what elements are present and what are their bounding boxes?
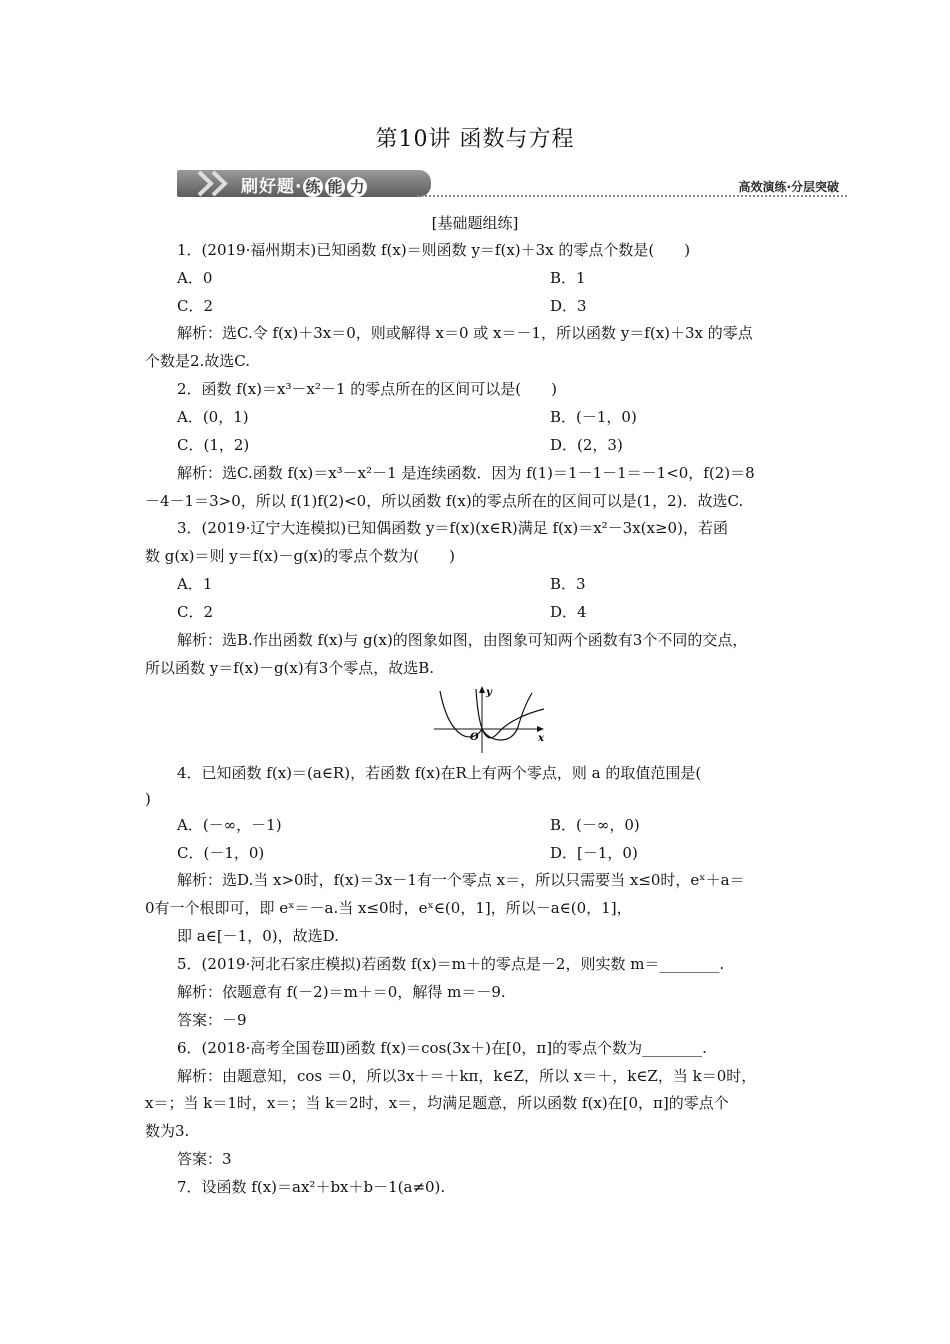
- q2-option-b: B．(－1，0): [550, 408, 637, 426]
- q5-answer: 答案：－9: [177, 1011, 247, 1029]
- curve-f: [440, 691, 532, 740]
- chevron-icon: [195, 170, 241, 197]
- q6-answer: 答案：3: [177, 1150, 232, 1168]
- circled-char-2: 能: [327, 178, 344, 196]
- circled-char-3: 力: [349, 178, 366, 196]
- q4-stem-2: ): [145, 790, 151, 808]
- function-graph: [432, 683, 548, 755]
- q5-stem: 5．(2019·河北石家庄模拟)若函数 f(x)＝m＋的零点是－2，则实数 m＝________.: [177, 955, 725, 973]
- q2-option-a: A．(0，1): [177, 408, 249, 426]
- q2-option-d: D．(2，3): [550, 436, 623, 454]
- q1-option-c: C．2: [177, 297, 214, 315]
- origin-label: O: [470, 732, 479, 743]
- banner-left-label: 刷好题·: [241, 177, 303, 197]
- q4-solution-2: 0有一个根即可，即 eˣ＝－a.当 x≤0时，eˣ∈(0，1]，所以－a∈(0，1]，: [145, 899, 632, 917]
- q2-option-c: C．(1，2): [177, 436, 250, 454]
- y-axis-label: y: [486, 687, 492, 698]
- q3-stem-1: 3．(2019·辽宁大连模拟)已知偶函数 y＝f(x)(x∈R)满足 f(x)＝x²－3x(x≥0)，若函: [177, 519, 728, 537]
- x-axis-label: x: [538, 733, 544, 744]
- q7-stem: 7．设函数 f(x)＝ax²＋bx＋b－1(a≠0).: [177, 1178, 446, 1196]
- q5-solution: 解析：依题意有 f(－2)＝m＋＝0，解得 m＝－9.: [177, 983, 506, 1001]
- q4-solution-1: 解析：选D.当 x>0时，f(x)＝3x－1有一个零点 x＝，所以只需要当 x≤0时，eˣ＋a＝: [177, 871, 745, 889]
- q3-solution-1: 解析：选B.作出函数 f(x)与 g(x)的图象如图，由图象可知两个函数有3个不同的交点，: [177, 631, 748, 649]
- q6-solution-3: 数为3.: [145, 1122, 190, 1140]
- q3-option-d: D．4: [550, 603, 587, 621]
- banner-divider: [417, 195, 847, 197]
- q6-solution-2: x＝；当 k＝1时，x＝；当 k＝2时，x＝，均满足题意，所以函数 f(x)在[0，π]的零点个: [145, 1094, 729, 1112]
- section-banner: [177, 170, 847, 200]
- q3-option-c: C．2: [177, 603, 214, 621]
- q3-stem-2: 数 g(x)＝则 y＝f(x)－g(x)的零点个数为( ): [145, 547, 455, 565]
- q1-stem: 1．(2019·福州期末)已知函数 f(x)＝则函数 y＝f(x)＋3x 的零点个数是( ): [177, 241, 691, 259]
- q1-solution-2: 个数是2.故选C.: [145, 352, 251, 370]
- q1-option-a: A．0: [177, 269, 213, 287]
- q1-solution-1: 解析：选C.令 f(x)＋3x＝0，则或解得 x＝0 或 x＝－1，所以函数 y＝f(x)＋3x 的零点: [177, 324, 753, 342]
- q4-option-b: B．(－∞，0): [550, 816, 640, 834]
- q3-solution-2: 所以函数 y＝f(x)－g(x)有3个零点，故选B.: [145, 659, 435, 677]
- y-axis-arrow-icon: [479, 686, 485, 693]
- q2-stem: 2．函数 f(x)＝x³－x²－1 的零点所在的区间可以是( ): [177, 380, 557, 398]
- banner-label: [241, 172, 368, 197]
- q1-option-b: B．1: [550, 269, 586, 287]
- q1-option-d: D．3: [550, 297, 587, 315]
- q3-option-b: B．3: [550, 575, 586, 593]
- page-title: 第10讲 函数与方程: [375, 127, 575, 152]
- q4-solution-3: 即 a∈[－1，0)，故选D.: [177, 927, 339, 945]
- section-heading: [基础题组练]: [431, 214, 519, 232]
- banner-right-label: 高效演练·分层突破: [738, 180, 839, 194]
- q6-solution-1: 解析：由题意知，cos ＝0，所以3x＋＝＋kπ，k∈Z，所以 x＝＋，k∈Z，当 k＝0时，: [177, 1067, 757, 1085]
- q2-solution-2: －4－1＝3>0，所以 f(1)f(2)<0，所以函数 f(x)的零点所在的区间可以是(1，2)．故选C.: [145, 492, 744, 510]
- circled-char-1: 练: [305, 178, 322, 196]
- q4-option-a: A．(－∞，－1): [177, 816, 282, 834]
- q6-stem: 6．(2018·高考全国卷Ⅲ)函数 f(x)＝cos(3x＋)在[0，π]的零点个数为________.: [177, 1039, 707, 1057]
- q3-option-a: A．1: [177, 575, 213, 593]
- q4-option-c: C．(－1，0): [177, 844, 265, 862]
- q4-stem-1: 4．已知函数 f(x)＝(a∈R)，若函数 f(x)在R上有两个零点，则 a 的取值范围是(: [177, 764, 702, 782]
- q4-option-d: D．[－1，0): [550, 844, 638, 862]
- x-axis-arrow-icon: [537, 726, 544, 732]
- q2-solution-1: 解析：选C.函数 f(x)＝x³－x²－1 是连续函数．因为 f(1)＝1－1－1＝－1<0，f(2)＝8: [177, 464, 755, 482]
